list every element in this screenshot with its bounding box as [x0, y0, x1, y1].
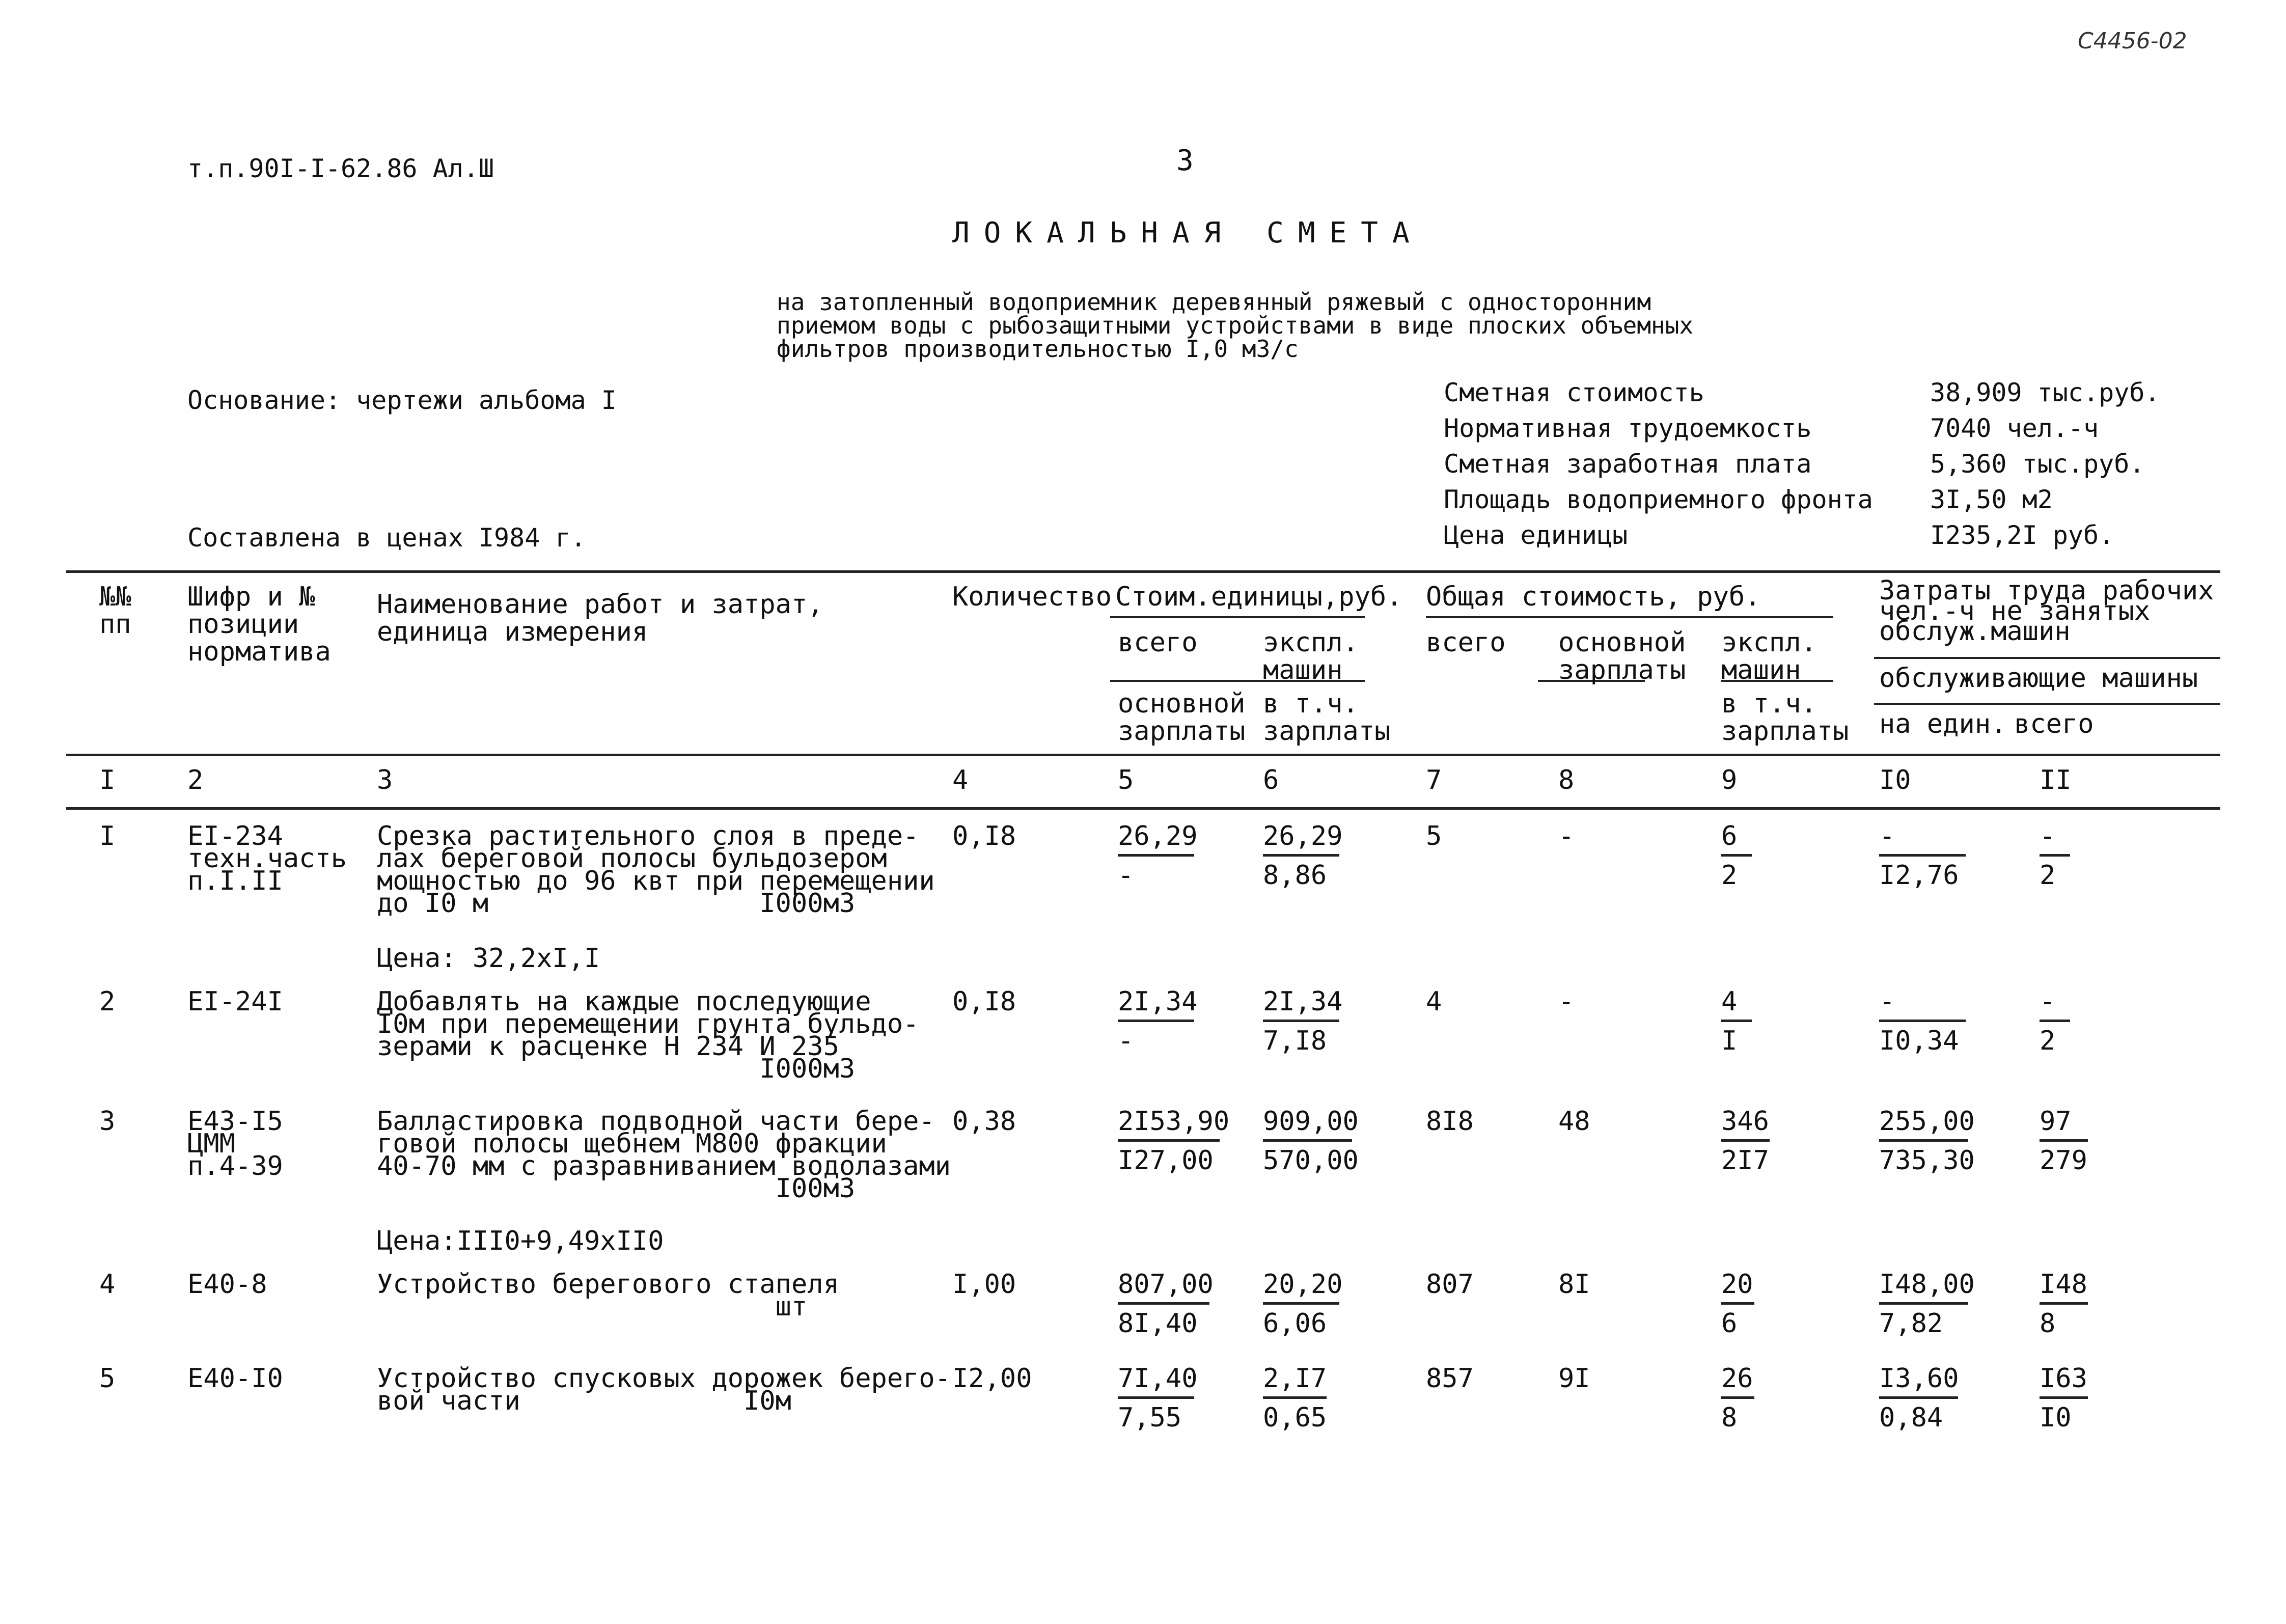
total-expl-fraction: [1721, 1108, 1770, 1174]
total-basic: 48: [1558, 1106, 1590, 1137]
header-total-all: всего: [1426, 627, 1506, 658]
col-number: 2: [187, 765, 204, 795]
row-number: 4: [99, 1269, 116, 1300]
document-code: т.п.90I-I-62.86 Ал.Ш: [187, 154, 494, 183]
header-labor-service: обслуживающие машины: [1879, 663, 2198, 694]
unit-expl: 909,00: [1263, 1106, 1359, 1137]
unit-incl-wage: 6,06: [1263, 1308, 1327, 1339]
total-incl-wage: 8: [1721, 1402, 1738, 1433]
total-all: 4: [1426, 986, 1442, 1017]
row-number: 5: [99, 1363, 116, 1394]
labor-total-bottom: 2: [2040, 860, 2056, 891]
total-basic: 8I: [1558, 1269, 1590, 1300]
row-quantity: I2,00: [952, 1363, 1032, 1394]
col-number: 3: [377, 765, 393, 795]
col-number: II: [2040, 765, 2072, 795]
page-number: 3: [1176, 144, 1194, 177]
unit-expl-fraction: [1263, 1106, 1359, 1176]
unit-basic-wage: -: [1118, 860, 1134, 891]
total-expl: 6: [1721, 821, 1738, 851]
summary-label: Сметная стоимость: [1444, 378, 1704, 407]
unit-basic-wage: I27,00: [1118, 1145, 1214, 1176]
labor-unit-fraction: [1879, 822, 1966, 889]
labor-unit-fraction: [1879, 1365, 1958, 1432]
col-number: 8: [1558, 765, 1575, 795]
row-number: I: [99, 821, 116, 851]
labor-total-fraction: [2040, 1108, 2088, 1174]
labor-rule: [1874, 657, 2220, 659]
labor-unit-fraction: [1879, 988, 1966, 1055]
summary-label: Цена единицы: [1444, 520, 1628, 550]
unit-total-fraction: [1118, 986, 1198, 1056]
col-number: I: [99, 765, 116, 795]
col-number: 9: [1721, 765, 1738, 795]
unit-expl-fraction: [1263, 1365, 1327, 1432]
row-code: EI-24I: [187, 986, 283, 1017]
labor-unit-bottom: 0,84: [1879, 1402, 1943, 1433]
labor-total-bottom: 2: [2040, 1026, 2056, 1056]
summary-label: Площадь водоприемного фронта: [1444, 485, 1873, 514]
total-cost-rule: [1426, 616, 1833, 618]
col-number: 5: [1118, 765, 1134, 795]
labor-unit-top: -: [1879, 986, 1895, 1017]
header-total-incl: в т.ч. зарплаты: [1721, 689, 1849, 747]
total-expl-fraction: [1721, 822, 1752, 889]
labor-total-fraction: [2040, 1271, 2088, 1337]
header-unit-basic-wage: основной зарплаты: [1118, 689, 1246, 747]
summary-value: 3I,50 м2: [1930, 485, 2053, 514]
header-row-number: №№ пп: [99, 582, 131, 640]
unit-incl-wage: 7,I8: [1263, 1026, 1327, 1056]
unit-incl-wage: 570,00: [1263, 1145, 1359, 1176]
labor-unit-bottom: I0,34: [1879, 1026, 1959, 1056]
row-work-name: Добавлять на каждые последующие I0м при перемещении грунта бульдо- зерами к расценке Н 234 И 235 I000м3: [377, 986, 919, 1084]
total-incl-wage: 2I7: [1721, 1145, 1769, 1176]
row-quantity: 0,I8: [952, 986, 1016, 1017]
header-unit-incl-wage: в т.ч. зарплаты: [1263, 689, 1391, 747]
total-expl: 4: [1721, 986, 1738, 1017]
total-all: 8I8: [1426, 1106, 1474, 1137]
total-incl-wage: 6: [1721, 1308, 1738, 1339]
unit-total-fraction: [1118, 1106, 1230, 1176]
labor-total-bottom: 8: [2040, 1308, 2056, 1339]
labor-total-fraction: [2040, 822, 2070, 889]
labor-total-bottom: 279: [2040, 1145, 2087, 1176]
document-title: ЛОКАЛЬНАЯ СМЕТА: [952, 216, 1424, 250]
header-unit-expl: экспл. машин: [1263, 627, 1359, 685]
labor-subrule: [1874, 703, 2220, 705]
labor-unit-top: I48,00: [1879, 1269, 1975, 1300]
table-top-rule: [66, 570, 2220, 573]
col-number: 7: [1426, 765, 1442, 795]
prices-year-text: Составлена в ценах I984 г.: [187, 523, 586, 553]
header-labor: Затраты труда рабочих чел.-ч не занятых обслуж.машин: [1879, 575, 2214, 647]
total-incl-wage: I: [1721, 1026, 1738, 1056]
row-code: Е43-I5 ЦММ п.4-39: [187, 1106, 283, 1181]
header-labor-unit: на един.: [1879, 709, 2007, 739]
unit-expl-fraction: [1263, 1269, 1343, 1339]
total-all: 807: [1426, 1269, 1474, 1300]
total-expl-fraction: [1721, 1271, 1754, 1337]
unit-basic-wage: 8I,40: [1118, 1308, 1198, 1339]
unit-total-fraction: [1118, 1269, 1214, 1339]
unit-total-fraction: [1118, 1363, 1198, 1433]
labor-total-fraction: [2040, 988, 2070, 1055]
unit-cost-rule: [1110, 616, 1365, 618]
header-total-expl: экспл. машин: [1721, 627, 1817, 685]
summary-value: 5,360 тыс.руб.: [1930, 449, 2145, 479]
unit-expl: 20,20: [1263, 1269, 1343, 1300]
total-expl: 346: [1721, 1106, 1769, 1137]
header-total-basic: основной зарплаты: [1558, 627, 1686, 685]
header-labor-total: всего: [2014, 709, 2094, 739]
subtitle-line-1: на затопленный водоприемник деревянный ряжевый с односторонним: [777, 288, 1651, 316]
corner-archive-mark: С4456-02: [2078, 28, 2187, 54]
basis-text: Основание: чертежи альбома I: [187, 386, 617, 415]
row-quantity: I,00: [952, 1269, 1016, 1300]
labor-unit-fraction: [1879, 1269, 1975, 1339]
unit-basic-wage: -: [1118, 1026, 1134, 1056]
row-price-note: Цена: 32,2хI,I: [377, 943, 600, 974]
labor-unit-top: I3,60: [1879, 1363, 1959, 1394]
row-code: Е40-8: [187, 1269, 267, 1300]
labor-total-top: -: [2040, 821, 2056, 851]
labor-unit-top: -: [1879, 821, 1895, 851]
labor-total-top: I63: [2040, 1363, 2087, 1394]
header-quantity: Количество: [952, 582, 1112, 612]
total-expl-fraction: [1721, 1365, 1754, 1432]
total-basic: 9I: [1558, 1363, 1590, 1394]
unit-total: 2I53,90: [1118, 1106, 1230, 1137]
row-number: 3: [99, 1106, 116, 1137]
summary-value: I235,2I руб.: [1930, 520, 2114, 550]
labor-unit-bottom: 7,82: [1879, 1308, 1943, 1339]
col-number: I0: [1879, 765, 1911, 795]
col-numbers-rule: [66, 807, 2220, 810]
unit-total: 807,00: [1118, 1269, 1214, 1300]
row-price-note: Цена:III0+9,49хII0: [377, 1226, 664, 1256]
labor-total-fraction: [2040, 1365, 2088, 1432]
unit-total: 26,29: [1118, 821, 1198, 851]
total-expl: 20: [1721, 1269, 1753, 1300]
col-number: 4: [952, 765, 969, 795]
summary-label: Сметная заработная плата: [1444, 449, 1812, 479]
summary-value: 7040 чел.-ч: [1930, 414, 2099, 443]
col-number: 6: [1263, 765, 1279, 795]
unit-total: 7I,40: [1118, 1363, 1198, 1394]
total-expl-fraction: [1721, 988, 1752, 1055]
header-work-name: Наименование работ и затрат, единица измерения: [377, 589, 823, 647]
labor-total-bottom: I0: [2040, 1402, 2072, 1433]
row-number: 2: [99, 986, 116, 1017]
labor-total-top: -: [2040, 986, 2056, 1017]
summary-value: 38,909 тыс.руб.: [1930, 378, 2160, 407]
header-total-cost: Общая стоимость, руб.: [1426, 582, 1761, 612]
unit-expl: 2,I7: [1263, 1363, 1327, 1394]
row-work-name: Балластировка подводной части бере- говой полосы щебнем М800 фракции 40-70 мм с разравниванием водолазами I00м3: [377, 1106, 951, 1204]
labor-unit-top: 255,00: [1879, 1106, 1975, 1137]
header-unit-total: всего: [1118, 627, 1198, 658]
header-unit-cost: Стоим.единицы,руб.: [1115, 582, 1402, 612]
unit-total: 2I,34: [1118, 986, 1198, 1017]
subtitle-line-3: фильтров производительностью I,0 м3/с: [777, 335, 1299, 363]
labor-unit-fraction: [1879, 1106, 1975, 1176]
total-incl-wage: 2: [1721, 860, 1738, 891]
row-quantity: 0,38: [952, 1106, 1016, 1137]
labor-total-top: 97: [2040, 1106, 2072, 1137]
unit-basic-wage: 7,55: [1118, 1402, 1182, 1433]
row-work-name: Устройство спусковых дорожек берего- вой части I0м: [377, 1363, 951, 1416]
header-bottom-rule: [66, 754, 2220, 756]
labor-unit-bottom: 735,30: [1879, 1145, 1975, 1176]
total-all: 5: [1426, 821, 1442, 851]
unit-expl-fraction: [1263, 986, 1343, 1056]
row-work-name: Устройство берегового стапеля шт: [377, 1269, 839, 1322]
row-quantity: 0,I8: [952, 821, 1016, 851]
labor-total-top: I48: [2040, 1269, 2087, 1300]
total-all: 857: [1426, 1363, 1474, 1394]
unit-expl: 26,29: [1263, 821, 1343, 851]
unit-incl-wage: 8,86: [1263, 860, 1327, 891]
total-expl: 26: [1721, 1363, 1753, 1394]
unit-total-fraction: [1118, 821, 1198, 891]
header-code: Шифр и № позиции норматива: [187, 582, 331, 667]
unit-incl-wage: 0,65: [1263, 1402, 1327, 1433]
total-basic: -: [1558, 821, 1575, 851]
labor-unit-bottom: I2,76: [1879, 860, 1959, 891]
unit-expl: 2I,34: [1263, 986, 1343, 1017]
row-code: EI-234 техн.часть п.I.II: [187, 821, 347, 896]
summary-label: Нормативная трудоемкость: [1444, 414, 1812, 443]
unit-expl-fraction: [1263, 821, 1343, 891]
subtitle-line-2: приемом воды с рыбозащитными устройствами в виде плоских объемных: [777, 312, 1694, 339]
total-basic: -: [1558, 986, 1575, 1017]
row-work-name: Срезка растительного слоя в преде- лах береговой полосы бульдозером мощностью до 96 квт при перемещении до I0 м I000м3: [377, 821, 935, 919]
row-code: Е40-I0: [187, 1363, 283, 1394]
